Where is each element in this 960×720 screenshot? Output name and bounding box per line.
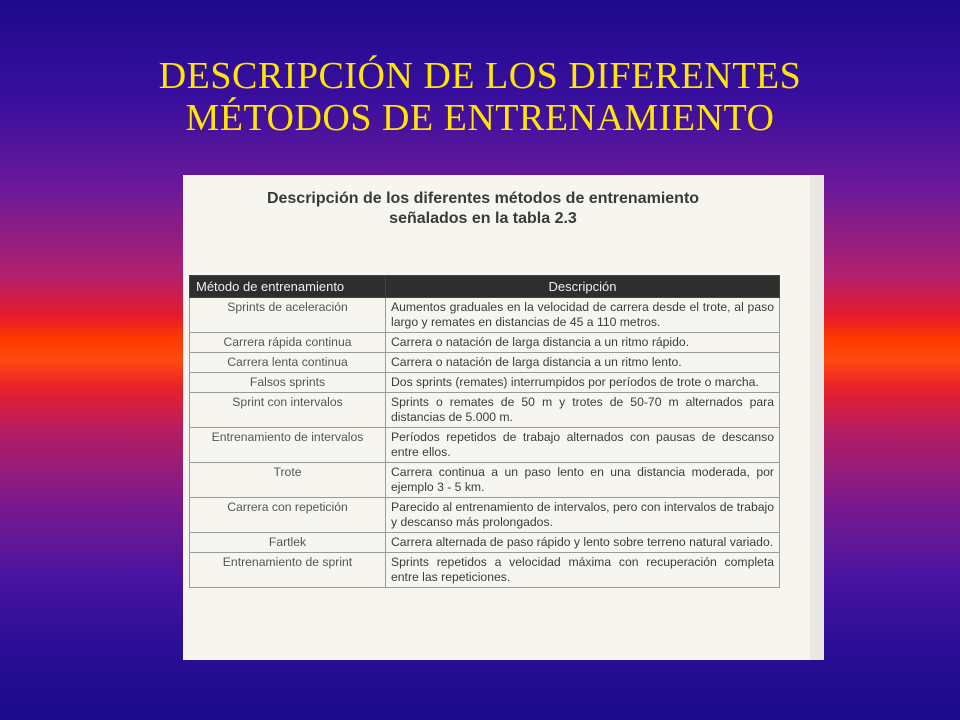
method-cell: Carrera lenta continua [190, 353, 386, 373]
header-description: Descripción [386, 276, 780, 298]
method-cell: Sprints de aceleración [190, 298, 386, 333]
description-cell: Carrera o natación de larga distancia a un ritmo rápido. [386, 333, 780, 353]
slide-title [0, 55, 960, 139]
description-cell: Aumentos graduales en la velocidad de carrera desde el trote, al paso largo y remates en distancias de 45 a 110 metros. [386, 298, 780, 333]
scanned-table-image [183, 175, 824, 660]
method-cell: Fartlek [190, 533, 386, 553]
description-cell: Sprints o remates de 50 m y trotes de 50-70 m alternados para distancias de 5.000 m. [386, 393, 780, 428]
scan-heading-line-2: señalados en la tabla 2.3 [389, 210, 577, 227]
method-cell: Carrera con repetición [190, 498, 386, 533]
method-cell: Entrenamiento de intervalos [190, 428, 386, 463]
table-row [190, 553, 780, 588]
table-header-row [190, 276, 780, 298]
method-cell: Carrera rápida continua [190, 333, 386, 353]
method-cell: Trote [190, 463, 386, 498]
table-row [190, 333, 780, 353]
method-cell: Entrenamiento de sprint [190, 553, 386, 588]
description-cell: Parecido al entrenamiento de intervalos, pero con intervalos de trabajo y descanso más prolongados. [386, 498, 780, 533]
table-row [190, 393, 780, 428]
description-cell: Carrera o natación de larga distancia a un ritmo lento. [386, 353, 780, 373]
scan-heading-line-1: Descripción de los diferentes métodos de entrenamiento [266, 190, 700, 207]
header-method: Método de entrenamiento [190, 276, 386, 298]
table-row [190, 463, 780, 498]
description-cell: Dos sprints (remates) interrumpidos por períodos de trote o marcha. [386, 373, 780, 393]
slide-title-line-2: MÉTODOS DE ENTRENAMIENTO [185, 97, 775, 139]
table-row [190, 428, 780, 463]
table-row [190, 498, 780, 533]
scan-heading [183, 189, 783, 229]
table-row [190, 533, 780, 553]
description-cell: Carrera alternada de paso rápido y lento sobre terreno natural variado. [386, 533, 780, 553]
description-cell: Sprints repetidos a velocidad máxima con recuperación completa entre las repeticiones. [386, 553, 780, 588]
method-cell: Falsos sprints [190, 373, 386, 393]
method-cell: Sprint con intervalos [190, 393, 386, 428]
methods-table [189, 275, 780, 588]
description-cell: Carrera continua a un paso lento en una distancia moderada, por ejemplo 3 - 5 km. [386, 463, 780, 498]
slide-title-line-1: DESCRIPCIÓN DE LOS DIFERENTES [158, 55, 802, 97]
table-row [190, 373, 780, 393]
description-cell: Períodos repetidos de trabajo alternados con pausas de descanso entre ellos. [386, 428, 780, 463]
scan-edge [810, 175, 824, 660]
table-row [190, 298, 780, 333]
table-row [190, 353, 780, 373]
